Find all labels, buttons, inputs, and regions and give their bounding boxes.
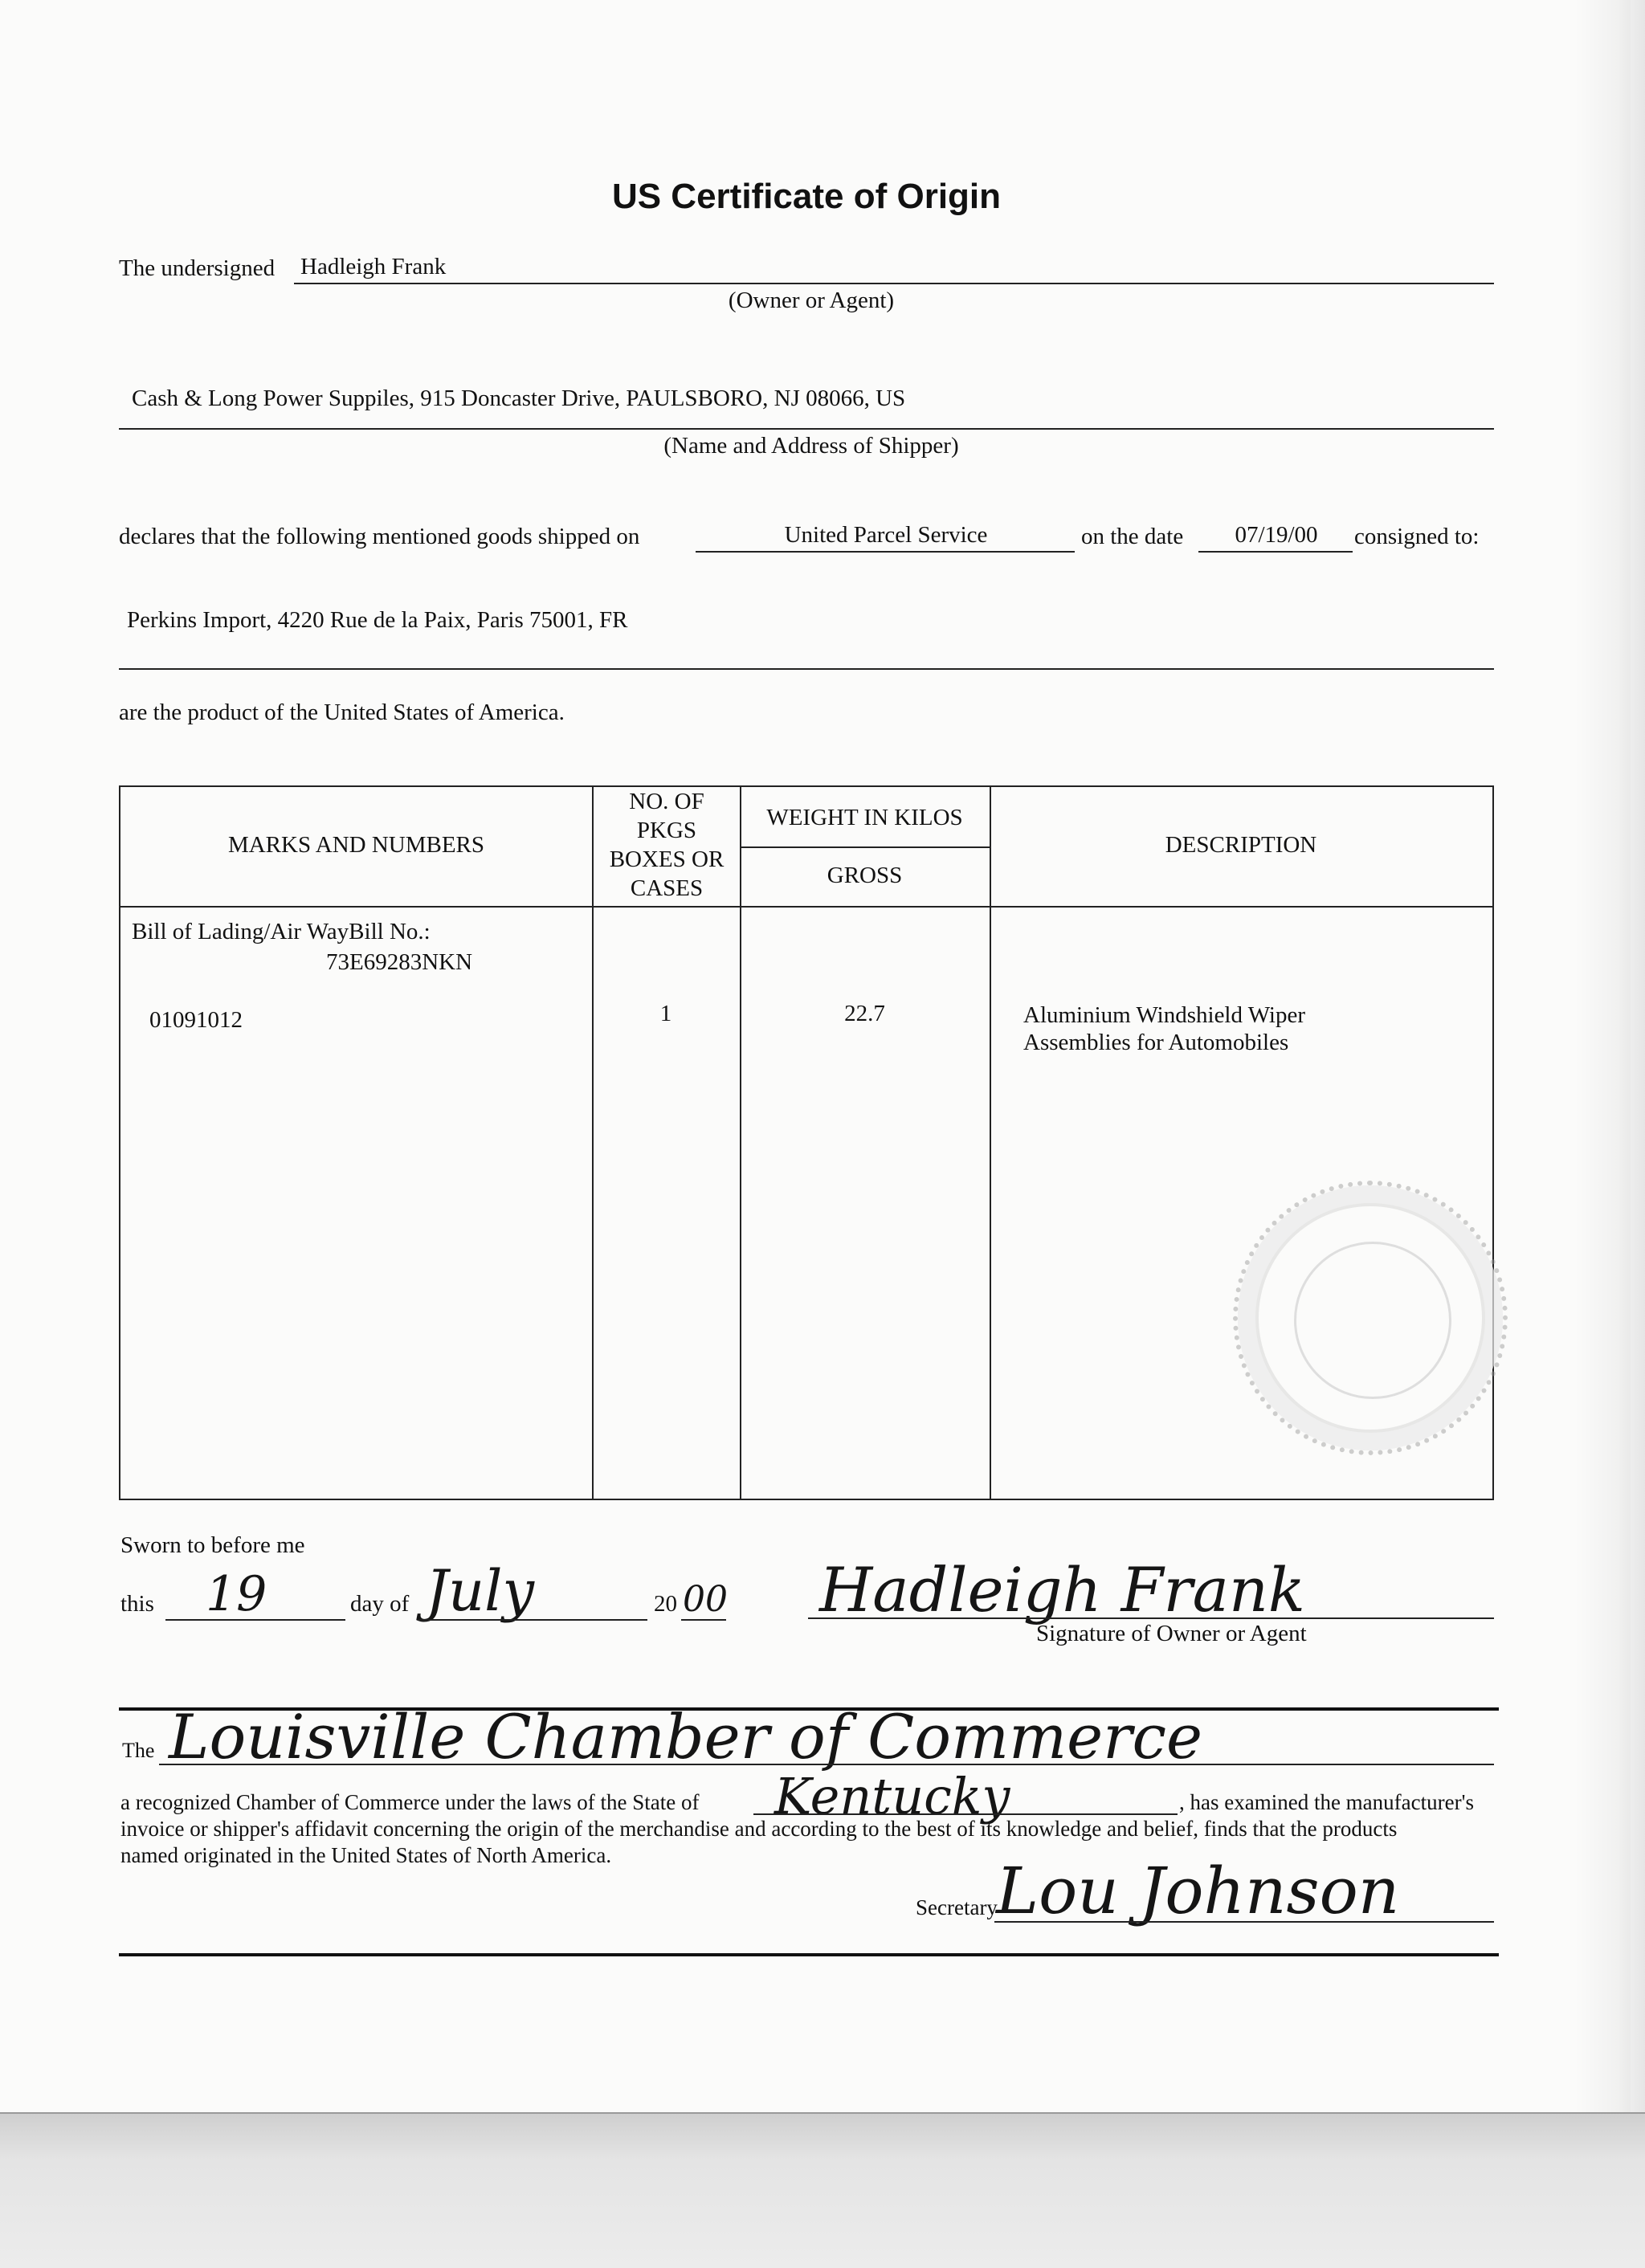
- sworn-year-suffix: 00: [683, 1579, 728, 1620]
- owner-signature: Hadleigh Frank: [819, 1554, 1305, 1626]
- bill-number: 73E69283NKN: [326, 949, 473, 975]
- declaration-prefix: declares that the following mentioned goods shipped on: [119, 524, 640, 549]
- shipper-value: Cash & Long Power Suppiles, 915 Doncaster Drive, PAULSBORO, NJ 08066, US: [132, 385, 906, 411]
- consignee-value: Perkins Import, 4220 Rue de la Paix, Paris 75001, FR: [127, 607, 628, 633]
- header-pkgs: NO. OF PKGS BOXES OR CASES: [609, 789, 725, 901]
- bill-label: Bill of Lading/Air WayBill No.:: [132, 919, 431, 944]
- row-marks: 01091012: [149, 1007, 243, 1033]
- seal-inner-ring: [1294, 1242, 1451, 1399]
- weight-header-split: [740, 846, 990, 848]
- sworn-month: July: [426, 1558, 535, 1624]
- product-statement: are the product of the United States of America.: [119, 700, 565, 725]
- embossed-seal: [1233, 1181, 1508, 1455]
- state-line: [753, 1813, 1178, 1815]
- header-description: DESCRIPTION: [1165, 832, 1317, 858]
- chamber-line2: invoice or shipper's affidavit concerning the origin of the merchandise and according to the best of its knowledge and belief, finds that the products: [120, 1817, 1398, 1841]
- document-title: US Certificate of Origin: [611, 177, 1002, 216]
- day-line: [165, 1619, 345, 1621]
- state-suffix: , has examined the manufacturer's: [1179, 1790, 1474, 1814]
- date-label: on the date: [1081, 524, 1184, 549]
- scanner-background: [0, 2112, 1645, 2268]
- shipper-caption: (Name and Address of Shipper): [663, 433, 959, 459]
- owner-name: Hadleigh Frank: [300, 254, 447, 279]
- owner-caption: (Owner or Agent): [728, 288, 895, 313]
- ship-date: 07/19/00: [1235, 522, 1318, 548]
- row-gross: 22.7: [844, 1001, 885, 1026]
- year-line: [681, 1619, 726, 1621]
- secretary-signature: Lou Johnson: [996, 1854, 1400, 1928]
- col-divider: [990, 787, 991, 1499]
- header-marks: MARKS AND NUMBERS: [227, 832, 485, 858]
- date-line: [1198, 551, 1353, 553]
- owner-line: [294, 283, 1494, 284]
- carrier-value: United Parcel Service: [784, 522, 988, 548]
- sworn-label: Sworn to before me: [120, 1532, 305, 1558]
- header-bottom-line: [120, 906, 1492, 908]
- header-weight: WEIGHT IN KILOS: [766, 805, 963, 830]
- declaration-suffix: consigned to:: [1354, 524, 1480, 549]
- consignee-line: [119, 668, 1494, 670]
- chamber-line3: named originated in the United States of North America.: [120, 1843, 612, 1867]
- col-divider: [592, 787, 594, 1499]
- sworn-this: this: [120, 1591, 154, 1617]
- page-edge-shadow: [1574, 0, 1645, 2112]
- row-description-line1: Aluminium Windshield Wiper: [1023, 1002, 1306, 1028]
- col-divider: [740, 787, 741, 1499]
- sworn-day: 19: [206, 1566, 267, 1622]
- row-description-line2: Assemblies for Automobiles: [1023, 1030, 1289, 1055]
- row-pkgs: 1: [659, 1001, 672, 1026]
- shipper-line: [119, 428, 1494, 430]
- sworn-day-of: day of: [350, 1591, 410, 1617]
- chamber-state: Kentucky: [774, 1767, 1010, 1825]
- chamber-the: The: [122, 1739, 155, 1762]
- month-line: [418, 1619, 647, 1621]
- secretary-label: Secretary: [916, 1895, 998, 1919]
- chamber-name-line: [159, 1764, 1494, 1765]
- state-prefix: a recognized Chamber of Commerce under the laws of the State of: [120, 1790, 700, 1814]
- owner-prefix: The undersigned: [119, 255, 276, 281]
- signature-line: [808, 1617, 1494, 1619]
- signature-caption: Signature of Owner or Agent: [1036, 1621, 1307, 1646]
- secretary-line: [994, 1921, 1494, 1923]
- header-gross: GROSS: [827, 863, 903, 888]
- carrier-line: [696, 551, 1075, 553]
- sworn-year-prefix: 20: [654, 1591, 677, 1617]
- chamber-bottom-rule: [119, 1953, 1499, 1956]
- chamber-name: Louisville Chamber of Commerce: [169, 1701, 1202, 1772]
